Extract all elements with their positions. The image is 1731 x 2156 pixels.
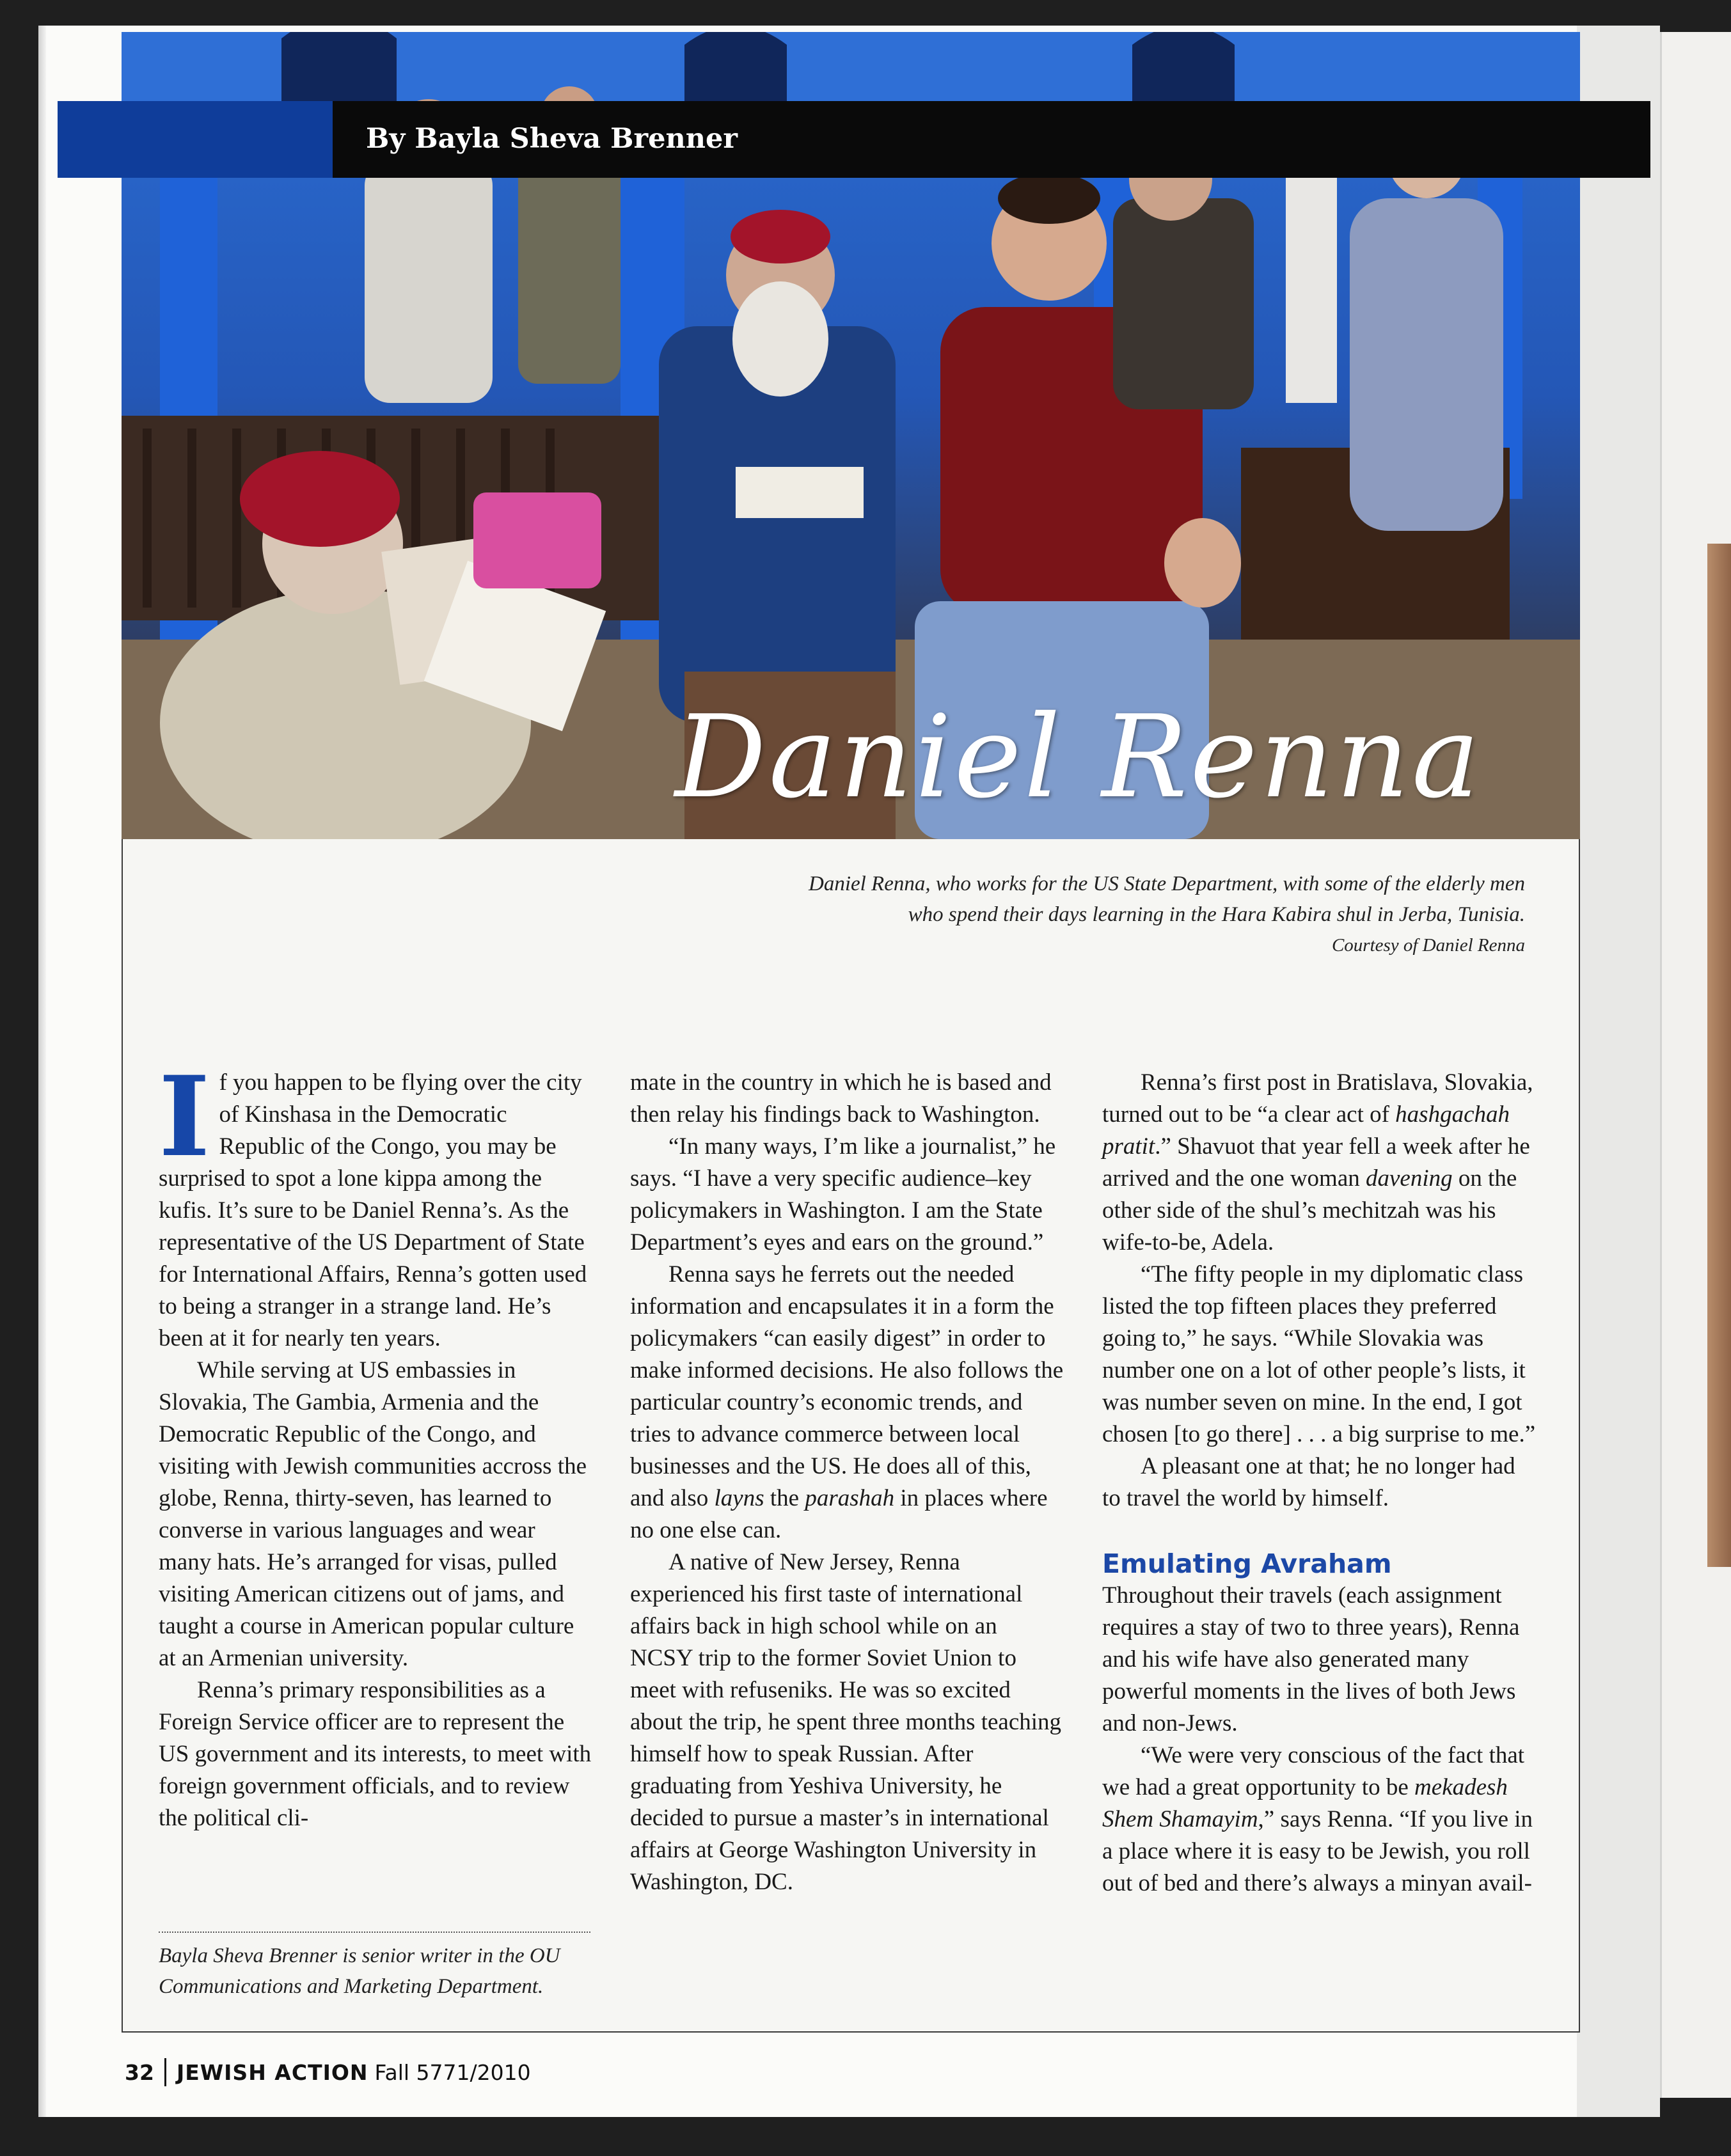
magazine-name: JEWISH ACTION — [176, 2060, 368, 2085]
paragraph: While serving at US embassies in Slovakia, The Gambia, Armenia and the Democratic Republic of the Congo, and visiting with Jewish communities accross the globe, Renna, thirty-seven, has learned to converse in various languages and wear many hats. He’s arranged for visas, pulled visiting American citizens out of jams, and taught a course in American popular culture at an Armenian university. — [159, 1357, 587, 1671]
next-page-edge — [1660, 32, 1731, 2098]
text-run: .” Shavuot that year fell a week after he arrived and the one woman — [1102, 1133, 1530, 1192]
page-edge — [38, 26, 46, 2117]
page-footer — [125, 2058, 531, 2086]
text-run: ,” says Renna. “If you live in a place where it is easy to be Jewish, you roll out of bed and there’s always a minyan avail- — [1102, 1806, 1533, 1896]
footer-divider — [164, 2058, 166, 2086]
paragraph — [1102, 1067, 1537, 1259]
page-number: 32 — [125, 2060, 154, 2085]
author-bio: Bayla Sheva Brenner is senior writer in the OU Communications and Marketing Department. — [159, 1944, 560, 1998]
article-column-3 — [1102, 1067, 1537, 1900]
text-run: Renna’s first post in Bratislava, Slovakia, turned out to be “a clear act of — [1102, 1069, 1533, 1128]
bio-divider — [159, 1932, 590, 1933]
text-run: the — [764, 1485, 805, 1511]
text-run: Renna says he ferrets out the needed information and encapsulates it in a form the policymakers “can easily digest” in order to make informed decisions. He also follows the particular country’s economic trends, and tries to advance commerce between local businesses and the US. He does all of this, and also — [630, 1261, 1064, 1511]
text-run: in places where no one else can. — [630, 1485, 1048, 1543]
section-subhead: Emulating Avraham — [1102, 1548, 1392, 1579]
hebrew-term: layns — [714, 1485, 764, 1511]
caption-line-2: who spend their days learning in the Hara Kabira shul in Jerba, Tunisia. — [908, 903, 1525, 926]
hebrew-term: parashah — [805, 1485, 895, 1511]
paragraph: A native of New Jersey, Renna experienced his first taste of international affairs back in high school while on an NCSY trip to the former Soviet Union to meet with refuseniks. He was so excited about the trip, he spent three months teaching himself how to speak Russian. After graduating from Yeshiva University, he decided to pursue a master’s in international affairs at George Washington University in Washington, DC. — [630, 1549, 1062, 1895]
byline: By Bayla Sheva Brenner — [366, 123, 738, 155]
next-page-photo-edge — [1707, 544, 1731, 1567]
photo-credit: Courtesy of Daniel Renna — [1331, 935, 1525, 956]
article-column-1 — [159, 1051, 594, 1834]
text-run: on the other side of the shul’s mechitzah was his wife-to-be, Adela. — [1102, 1165, 1517, 1255]
hebrew-term: davening — [1366, 1165, 1453, 1192]
caption-line-1: Daniel Renna, who works for the US State Department, with some of the elderly men — [808, 872, 1525, 895]
gutter-shadow — [1577, 26, 1660, 2117]
article-column-2 — [630, 1067, 1065, 1898]
paragraph: mate in the country in which he is based and then relay his findings back to Washington. — [630, 1069, 1052, 1128]
issue-label: Fall 5771/2010 — [374, 2060, 531, 2085]
paragraph-text: f you happen to be flying over the city of Kinshasa in the Democratic Republic of the Congo, you may be surprised to spot a lone kippa among the kufis. It’s sure to be Daniel Renna’s. As the representative of the US Department of State for International Affairs, Renna’s gotten used to being a stranger in a strange land. He’s been at it for nearly ten years. — [159, 1069, 587, 1351]
paragraph — [1102, 1740, 1537, 1900]
paragraph: “The fifty people in my diplomatic class listed the top fifteen places they preferred going to,” he says. “While Slovakia was number one on a lot of other people’s lists, it was number seven on mine. In the end, I got chosen [to go there] . . . a big surprise to me.” — [1102, 1261, 1536, 1447]
paragraph — [159, 1051, 594, 1355]
paragraph — [630, 1259, 1065, 1546]
hebrew-term: hashgachah pratit — [1102, 1101, 1510, 1160]
drop-cap: I — [159, 1051, 210, 1181]
paragraph: Throughout their travels (each assignment requires a stay of two to three years), Renna and his wife have also generated many powerful moments in the lives of both Jews and non-Jews. — [1102, 1582, 1520, 1736]
hebrew-term: mekadesh Shem Shamayim — [1102, 1774, 1508, 1832]
paragraph: Renna’s primary responsibilities as a Foreign Service officer are to represent the US government and its interests, to meet with foreign government officials, and to review the political cli- — [159, 1677, 592, 1831]
paragraph: A pleasant one at that; he no longer had to travel the world by himself. — [1102, 1453, 1515, 1511]
paragraph: “In many ways, I’m like a journalist,” he says. “I have a very specific audience–key policymakers in Washington. I am the State Department’s eyes and ears on the ground.” — [630, 1133, 1056, 1255]
article-title: Daniel Renna — [675, 691, 1483, 823]
byline-accent-block — [58, 101, 333, 178]
photo-caption — [565, 869, 1525, 961]
text-run: “We were very conscious of the fact that we had a great opportunity to be — [1102, 1742, 1525, 1800]
